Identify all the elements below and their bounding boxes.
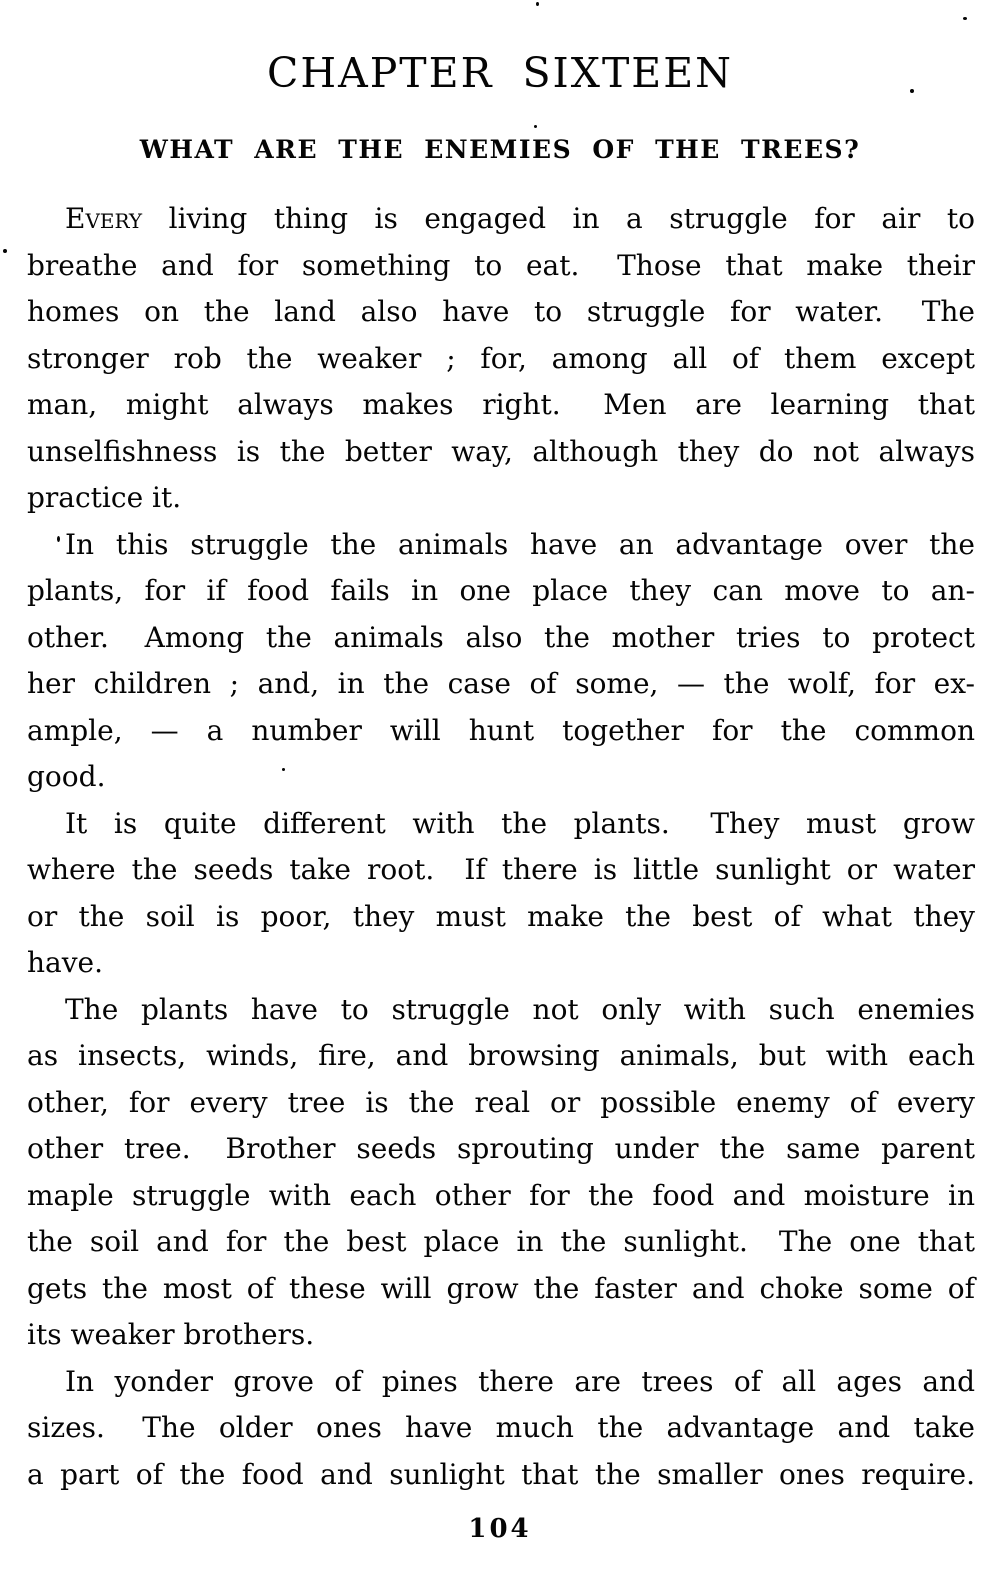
text-line: practice it. — [27, 481, 182, 514]
chapter-title: CHAPTER SIXTEEN — [266, 49, 734, 97]
text-line: sizes. The older ones have much the advantage and take — [27, 1411, 975, 1444]
text-line: gets the most of these will grow the faster and choke some of — [27, 1271, 975, 1305]
lead-word: Every — [65, 202, 143, 235]
text-line: maple struggle with each other for the food and moisture in — [27, 1178, 975, 1212]
paragraph — [27, 522, 975, 801]
text-line: breathe and for something to eat. Those that make their — [27, 248, 975, 282]
scan-speck — [963, 17, 967, 20]
paragraph — [27, 801, 975, 987]
scan-speck — [534, 125, 537, 128]
text-line: It is quite different with the plants. They must grow — [65, 806, 975, 840]
text-line: the soil and for the best place in the sunlight. The one that — [27, 1225, 975, 1258]
text-line: unselfishness is the better way, although they do not always — [27, 434, 975, 468]
text-line: ample, — a number will hunt together for the common — [27, 713, 975, 747]
text-line: other tree. Brother seeds sprouting under the same parent — [27, 1132, 975, 1165]
text-line: other, for every tree is the real or possible enemy of every — [27, 1085, 975, 1119]
paragraph — [27, 196, 975, 522]
text-line: a part of the food and sunlight that the smaller ones require. — [27, 1457, 975, 1491]
text-line: her children ; and, in the case of some, — the wolf, for ex- — [27, 667, 975, 700]
paragraph — [27, 1359, 975, 1499]
text-line: In this struggle the animals have an advantage over the — [65, 527, 975, 561]
text-line: other. Among the animals also the mother tries to protect — [27, 620, 975, 654]
text-line: stronger rob the weaker ; for, among all of them except — [27, 341, 975, 375]
text-line: have. — [27, 946, 104, 979]
text-line: good. — [27, 760, 106, 793]
text-line: The plants have to struggle not only with such enemies — [65, 992, 975, 1026]
text-line: as insects, winds, fire, and browsing animals, but with each — [27, 1039, 975, 1072]
text-line: plants, for if food fails in one place they can move to an- — [27, 574, 975, 607]
text-line: where the seeds take root. If there is little sunlight or water — [27, 853, 975, 886]
text-line: its weaker brothers. — [27, 1318, 315, 1351]
page-number: 104 — [468, 1514, 532, 1544]
text-line — [27, 196, 975, 243]
text-line: homes on the land also have to struggle for water. The — [27, 295, 975, 328]
text-line: In yonder grove of pines there are trees of all ages and — [65, 1364, 975, 1398]
scan-speck — [3, 249, 7, 253]
line-text: living thing is engaged in a struggle for air to — [142, 202, 975, 235]
text-line: or the soil is poor, they must make the best of what they — [27, 899, 975, 933]
body-text — [27, 196, 975, 1498]
paragraph — [27, 987, 975, 1359]
scan-speck — [536, 2, 539, 6]
section-heading: WHAT ARE THE ENEMIES OF THE TREES? — [139, 135, 861, 164]
text-line: man, might always makes right. Men are learning that — [27, 388, 975, 421]
